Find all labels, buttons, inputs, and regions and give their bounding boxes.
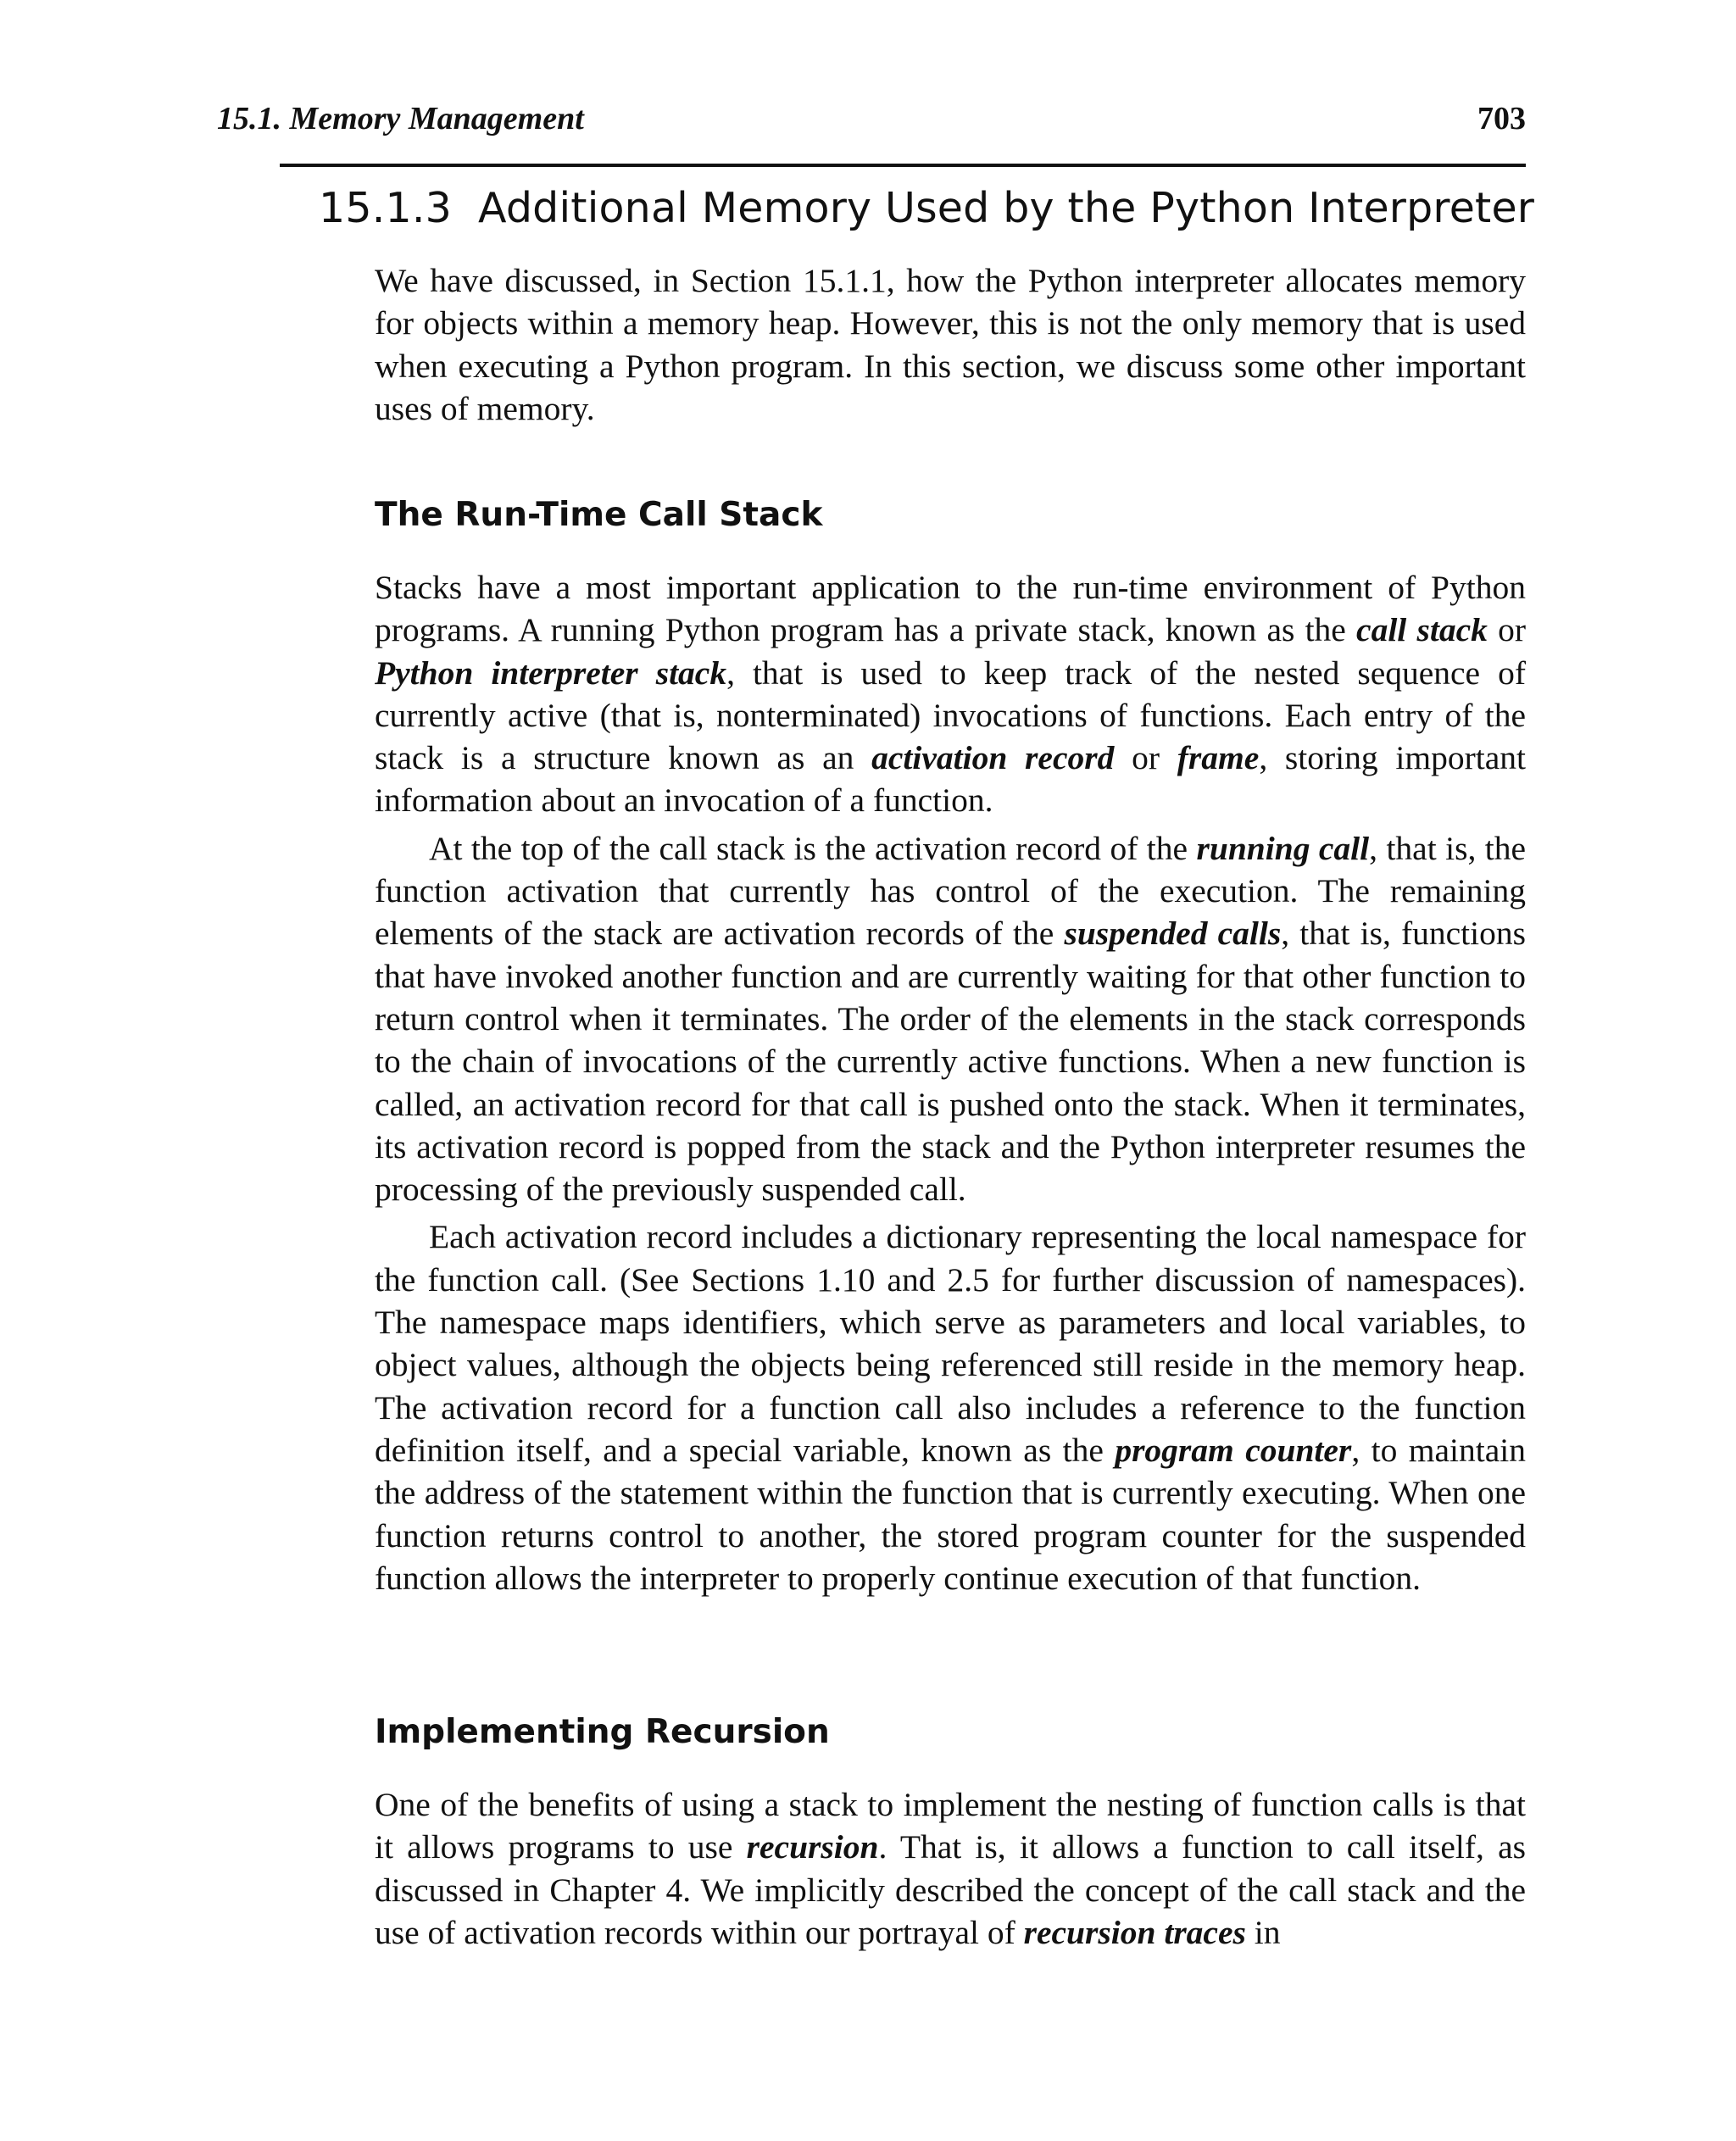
term-activation-record: activation record (871, 739, 1115, 777)
section-number: 15.1.3 (319, 184, 453, 232)
term-suspended-calls: suspended calls (1064, 915, 1282, 953)
subheading-call-stack: The Run-Time Call Stack (375, 496, 823, 534)
text-run: or (1487, 611, 1526, 649)
term-frame: frame (1177, 739, 1260, 777)
text-run: , that is, functions that have invoked another function and are currently waiting for that other function to return control when it terminates. The order of the elements in the stack corresponds to the chain of invocations of the currently active functions. When a new function is called, an activation record for that call is pushed onto the stack. When it terminates, its activation record is popped from the stack and the Python interpreter resumes the processing of the previously suspended call. (375, 915, 1526, 1209)
running-title: 15.1. Memory Management (217, 101, 584, 136)
call-stack-body (375, 566, 1526, 1604)
term-recursion: recursion (746, 1828, 879, 1866)
text-run: . That is, it allows a function to call itself, as discussed in Chapter 4. We implicitly described the concept of the call stack and the use of activation records within our portrayal of (375, 1828, 1526, 1951)
term-running-call: running call (1196, 829, 1370, 867)
text-run: , storing important information about an invocation of a function. (375, 739, 1526, 820)
page-number: 703 (1477, 101, 1526, 136)
term-call-stack: call stack (1356, 611, 1488, 649)
recursion-paragraph-1 (375, 1783, 1526, 1954)
text-run: Each activation record includes a dictionary representing the local namespace for the function call. (See Sections 1.10 and 2.5 for further discussion of namespaces). The namespace maps identifiers, which serve as parameters and local variables, to object values, although the objects being referenced still reside in the memory heap. The activation record for a function call also includes a reference to the function definition itself, and a special variable, known as the (375, 1218, 1526, 1469)
running-header (217, 97, 1526, 141)
intro-paragraph: We have discussed, in Section 15.1.1, how the Python interpreter allocates memory for objects within a memory heap. However, this is not the only memory that is used when executing a Python program. In this section, we discuss some other important uses of memory. (375, 262, 1526, 427)
section-title-text: Additional Memory Used by the Python Interpreter (478, 184, 1535, 232)
text-run: , that is, the function activation that currently has control of the execution. The remaining elements of the stack are activation records of the (375, 829, 1527, 953)
section-title (319, 180, 1573, 237)
call-stack-paragraph-2 (375, 827, 1526, 1211)
call-stack-paragraph-1 (375, 566, 1526, 822)
term-program-counter: program counter (1115, 1431, 1352, 1469)
text-run: in (1245, 1913, 1281, 1951)
text-run: or (1114, 739, 1177, 777)
text-run: One of the benefits of using a stack to implement the nesting of function calls is that it allows programs to use (375, 1786, 1526, 1866)
term-python-interpreter-stack: Python interpreter stack (375, 653, 727, 692)
text-run: Stacks have a most important application to the run-time environment of Python programs. A running Python program has a private stack, known as the (375, 569, 1526, 649)
call-stack-paragraph-3 (375, 1215, 1526, 1599)
text-run: , to maintain the address of the statement within the function that is currently executing. When one function returns control to another, the stored program counter for the suspended function allows the interpreter to properly continue execution of that function. (375, 1431, 1526, 1597)
intro-paragraph-block (375, 259, 1526, 435)
recursion-body (375, 1783, 1526, 1959)
term-recursion-traces: recursion traces (1023, 1913, 1246, 1951)
subheading-implementing-recursion: Implementing Recursion (375, 1713, 830, 1751)
header-rule (280, 164, 1526, 167)
text-run: , that is used to keep track of the nested sequence of currently active (that is, nonterminated) invocations of functions. Each entry of the stack is a structure known as an (375, 653, 1526, 777)
text-run: At the top of the call stack is the activation record of the (429, 829, 1197, 867)
